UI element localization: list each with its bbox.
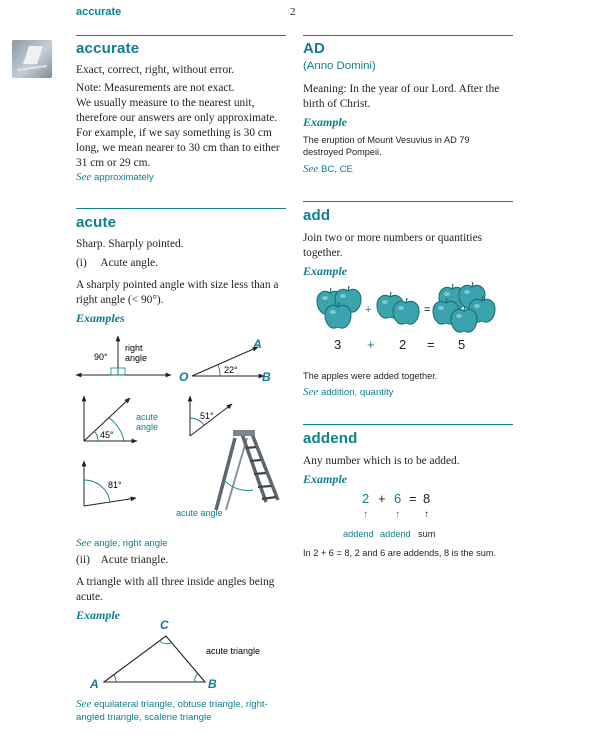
entry-title-AD: AD [303,40,326,57]
label-90: 90° [94,352,108,362]
arrow-up-icon: ↑ [395,509,400,520]
see-link-addition[interactable]: addition, quantity [320,387,394,398]
acute-angle-description: A sharply pointed angle with size less than a right angle (< 90°). [76,279,279,306]
angle-arc-22 [218,365,220,376]
see-link-angle[interactable]: angle, right angle [93,538,168,549]
entry-title-acute: acute [76,214,117,231]
AD-example-label: Example [303,115,347,129]
apples-group-3 [317,286,361,328]
label-acute-angle-ladder: acute angle [176,508,223,518]
entry-title-add: add [303,207,331,224]
vertex-C: C [160,618,169,632]
examples-label: Examples [76,311,125,325]
addend-arrows [303,509,503,523]
apples-group-5 [433,282,495,332]
vertex-A: A [90,677,99,691]
acute-triangle-description: A triangle with all three inside angles being acute. [76,576,275,603]
angle-arc-81 [84,480,110,502]
see-link-approximately[interactable]: approximately [93,172,154,183]
AD-subtitle: (Anno Domini) [303,60,376,72]
thumb-tab-icon [12,40,52,78]
add-definition: Join two or more numbers or quantities together. [303,232,483,259]
add-see-also: See addition, quantity [303,386,394,398]
add-example-label: Example [303,264,347,278]
arrow-up-icon: ↑ [363,509,368,520]
label-B: B [262,370,271,384]
AD-example-text: The eruption of Mount Vesuvius in AD 79 destroyed Pompeii. [303,135,470,157]
label-angle: angle [125,353,148,363]
add-example-sentence: The apples were added together. [303,371,438,381]
label-81: 81° [108,480,122,490]
page-number: 2 [290,6,296,18]
acute-item-i: (i) Acute angle. [76,257,158,269]
apples-plus-sign: + [365,304,372,316]
ladder-icon [216,430,278,510]
acute-angle-examples-diagram [70,330,295,530]
addend-sentence: In 2 + 6 = 8, 2 and 6 are addends, 8 is the sum. [303,548,497,558]
add-equation: 3 + 2 = 5 [334,337,466,352]
label-A: A [253,337,262,351]
AD-see-also: See BC, CE [303,163,353,175]
acute-see-also: See angle, right angle [76,537,168,549]
addend-labels: addend addend sum [343,529,436,539]
arrow-up-icon: ↑ [424,509,429,520]
label-acute-angle-word: angle [136,422,159,432]
entry-title-accurate: accurate [76,40,140,57]
label-51: 51° [200,411,214,421]
AD-meaning: Meaning: In the year of our Lord. After the birth of Christ. [303,83,500,110]
acute-triangle-diagram [80,616,290,696]
running-header: accurate [76,6,122,18]
see-link-triangles[interactable]: equilateral triangle, obtuse triangle, right- [93,699,268,710]
entry-title-addend: addend [303,430,358,447]
label-O: O [179,370,189,384]
acute-triangle-see-also: See equilateral triangle, obtuse triangle, right- angled triangle, scalene triangle [76,698,268,723]
right-angle-mark [111,368,118,375]
apples-equals-sign: = [424,304,431,316]
see-link-BC-CE[interactable]: BC, CE [320,164,353,175]
angle-arc-45 [94,431,98,441]
label-acute-triangle: acute triangle [206,646,261,656]
accurate-definition: Exact, correct, right, without error. [76,64,235,76]
label-22: 22° [224,365,238,375]
example-label-triangle: Example [76,608,120,622]
label-acute: acute [136,412,159,422]
addend-definition: Any number which is to be added. [303,455,460,467]
label-45: 45° [100,430,114,440]
vertex-B: B [208,677,217,691]
acute-definition: Sharp. Sharply pointed. [76,238,184,250]
accurate-note: Note: Measurements are not exact. We usually measure to the nearest unit, therefore our answers are only approximate. For example, if we say something is 30 cm long, we mean nearer to 30 cm than to either 31 cm or 29 cm. [76,82,280,169]
triangle-shape [104,636,205,682]
apples-group-2 [377,292,419,324]
addend-equation: 2 + 6 = 8 [362,491,431,506]
acute-item-ii: (ii) Acute triangle. [76,554,169,566]
label-right: right [125,343,143,353]
accurate-see-also: See approximately [76,171,154,183]
addend-example-label: Example [303,472,347,486]
